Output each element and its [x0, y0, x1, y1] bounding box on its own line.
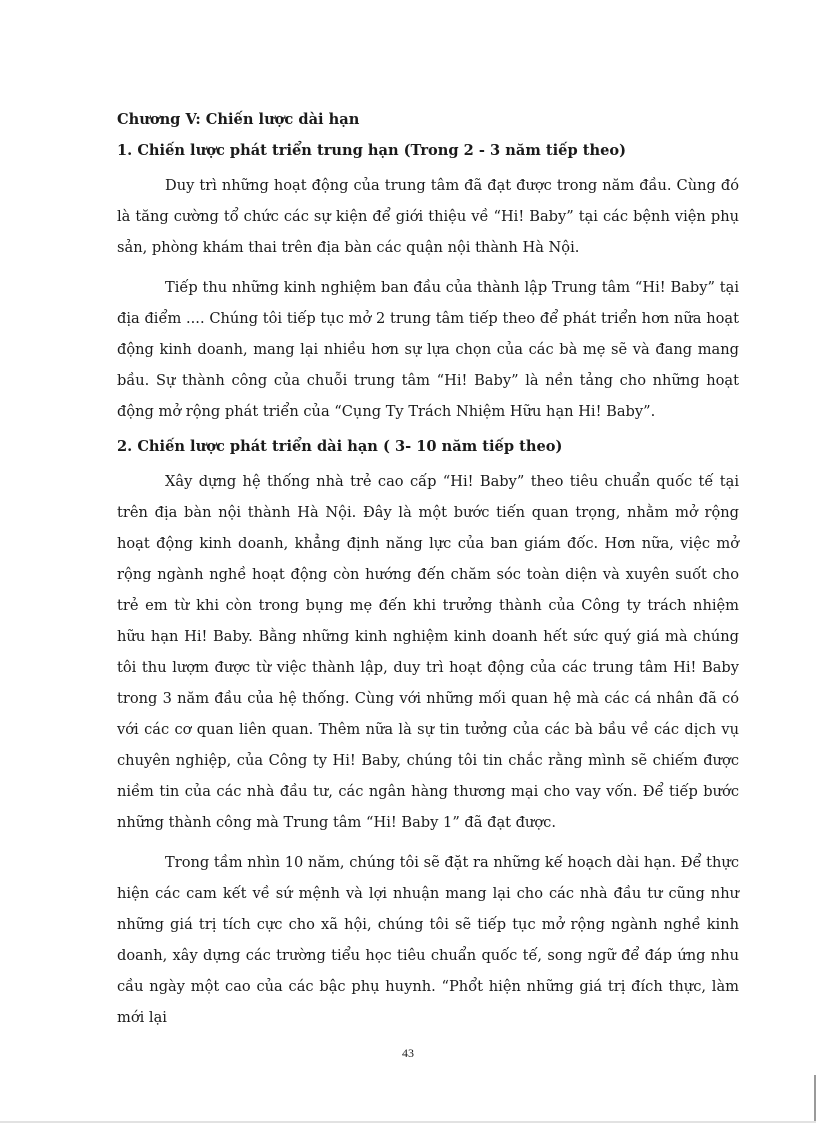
- paragraph: Duy trì những hoạt động của trung tâm đã đạt được trong năm đầu. Cùng đó là tăng cường tổ chức các sự kiện để giới thiệu về “Hi! Baby” tại các bệnh viện phụ sản, phòng khám thai trên địa bàn các quận nội thành Hà Nội.: [117, 177, 739, 256]
- page-number: 43: [402, 1046, 414, 1060]
- paragraph: Trong tầm nhìn 10 năm, chúng tôi sẽ đặt ra những kế hoạch dài hạn. Để thực hiện các cam kết về sứ mệnh và lợi nhuận mang lại cho các nhà đầu tư cũng như những giá trị tích cực cho xã hội, chúng tôi sẽ tiếp tục mở rộng ngành nghề kinh doanh, xây dựng các trường tiểu học tiêu chuẩn quốc tế, song ngữ để đáp ứng nhu cầu ngày một cao của các bậc phụ huynh. “Phổt hiện những giá trị đích thực, làm mới lại: [117, 854, 739, 1026]
- paragraph: Xây dựng hệ thống nhà trẻ cao cấp “Hi! Baby” theo tiêu chuẩn quốc tế tại trên địa bàn nội thành Hà Nội. Đây là một bước tiến quan trọng, nhằm mở rộng hoạt động kinh doanh, khẳng định năng lực của ban giám đốc. Hơn nữa, việc mở rộng ngành nghề hoạt động còn hướng đến chăm sóc toàn diện và xuyên suốt cho trẻ em từ khi còn trong bụng mẹ đến khi trưởng thành của Công ty trách nhiệm hữu hạn Hi! Baby. Bằng những kinh nghiệm kinh doanh hết sức quý giá mà chúng tôi thu lượm được từ việc thành lập, duy trì hoạt động của các trung tâm Hi! Baby trong 3 năm đầu của hệ thống. Cùng với những mối quan hệ mà các cá nhân đã có với các cơ quan liên quan. Thêm nữa là sự tin tưởng của các bà bầu về các dịch vụ chuyên nghiệp, của Công ty Hi! Baby, chúng tôi tin chắc rằng mình sẽ chiếm được niềm tin của các nhà đầu tư, các ngân hàng thương mại cho vay vốn. Để tiếp bước những thành công mà Trung tâm “Hi! Baby 1” đã đạt được.: [117, 473, 739, 831]
- document-body: [117, 108, 739, 1042]
- section-heading: 2. Chiến lược phát triển dài hạn ( 3- 10 năm tiếp theo): [117, 438, 563, 455]
- chapter-title: Chương V: Chiến lược dài hạn: [117, 111, 360, 128]
- section-2: [117, 436, 739, 1033]
- section-heading: 1. Chiến lược phát triển trung hạn (Trong 2 - 3 năm tiếp theo): [117, 142, 626, 159]
- paragraph: Tiếp thu những kinh nghiệm ban đầu của thành lập Trung tâm “Hi! Baby” tại địa điểm .... Chúng tôi tiếp tục mở 2 trung tâm tiếp theo để phát triển hơn nữa hoạt động kinh doanh, mang lại nhiều hơn sự lựa chọn của các bà mẹ sẽ và đang mang bầu. Sự thành công của chuỗi trung tâm “Hi! Baby” là nền tảng cho những hoạt động mở rộng phát triển của “Cụng Ty Trách Nhiệm Hữu hạn Hi! Baby”.: [117, 279, 739, 420]
- section-1: [117, 140, 739, 427]
